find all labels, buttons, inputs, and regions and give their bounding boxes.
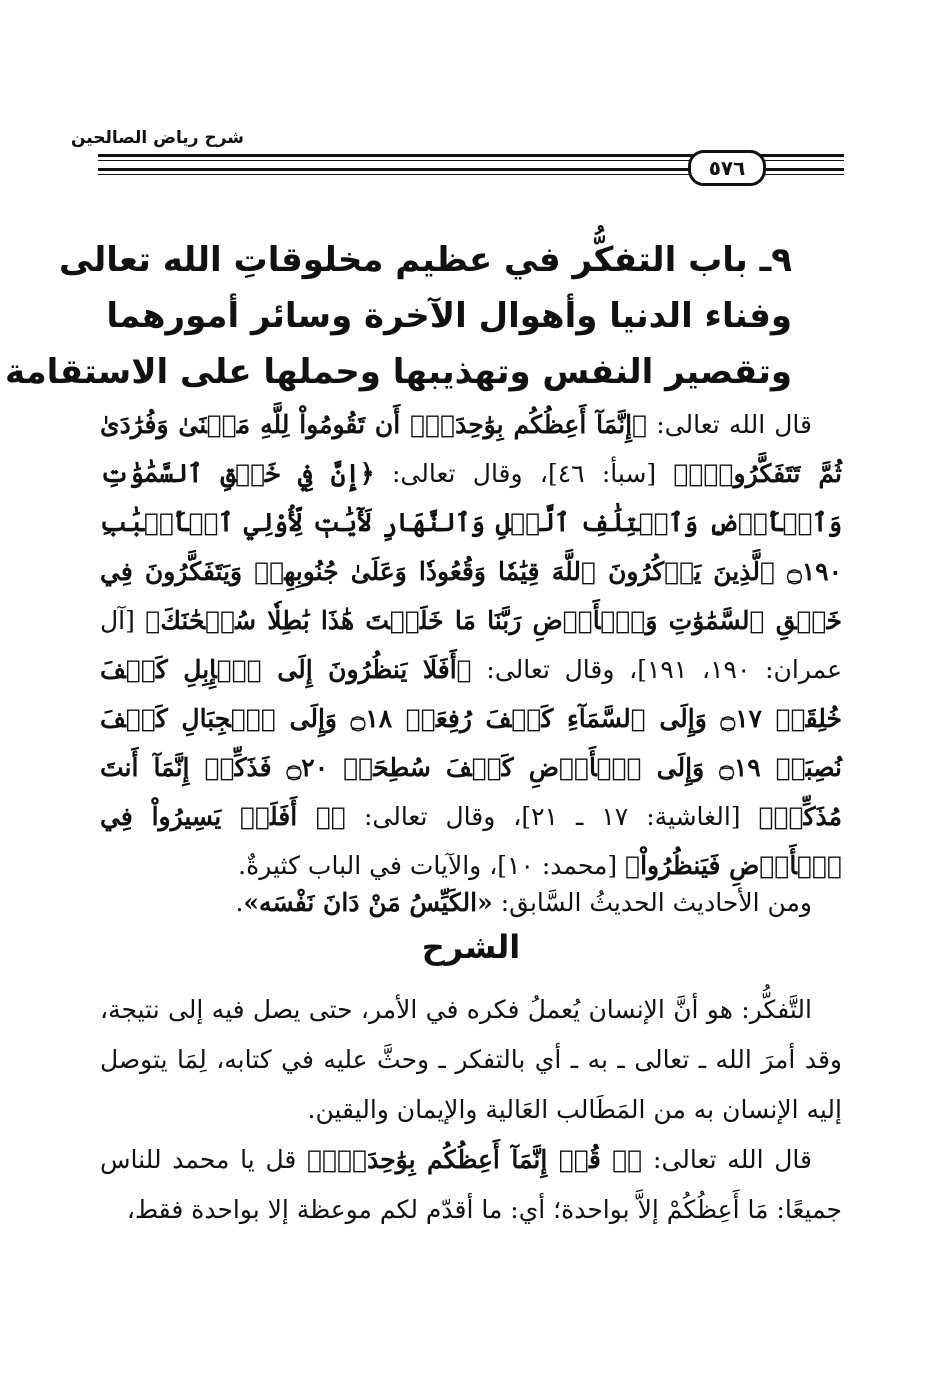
chapter-title-line-3: وتقصير النفس وتهذيبها وحملها على الاستقامة <box>5 352 792 392</box>
hadith-paragraph <box>100 878 842 927</box>
explanation-section <box>100 985 842 1235</box>
chapter-title-line-2: وفناء الدنيا وأهوال الآخرة وسائر أمورهما <box>106 296 792 336</box>
hadith-quote: «الكَيِّسُ مَنْ دَانَ نَفْسَه» <box>243 888 493 917</box>
quran-verse-saba: ﴿إِنَّمَآ أَعِظُكُم بِوَٰحِدَةٍۖ أَن تَقُومُواْ لِلَّهِ مَثۡنَىٰ وَفُرَٰدَىٰ ثُمَّ تَتَفَكَّرُواْۚ﴾ <box>100 410 842 488</box>
quran-verse-muhammad: ﴿۞ أَفَلَمۡ يَسِيرُواْ فِي ٱلۡأَرۡضِ فَيَنظُرُواْ﴾ <box>100 802 842 880</box>
explanation-paragraph-1: التَّفكُّر: هو أنَّ الإنسان يُعملُ فكره في الأمر، حتى يصل فيه إلى نتيجة، وقد أمرَ الله ـ تعالى ـ به ـ أي بالتفكر ـ وحثَّ عليه في كتابه، لِمَا يتوصل إليه الإنسان به من المَطَالب العَالية والإيمان واليقين. <box>100 995 842 1124</box>
sharh-heading: الشرح <box>421 928 521 966</box>
intro-text-4: [الغاشية: ١٧ ـ ٢١]، وقال تعالى: <box>345 802 759 831</box>
quran-verse-ghashiya: ﴿أَفَلَا يَنظُرُونَ إِلَى ٱلۡإِبِلِ كَيۡفَ خُلِقَتۡ ۝١٧ وَإِلَى ٱلسَّمَآءِ كَيۡفَ رُفِعَتۡ ۝١٨ وَإِلَى ٱلۡجِبَالِ كَيۡفَ نُصِبَتۡ ۝١٩ وَإِلَى ٱلۡأَرۡضِ كَيۡفَ سُطِحَتۡ ۝٢٠ فَذَكِّرۡ إِنَّمَآ أَنتَ مُذَكِّرٞ﴾ <box>100 655 843 831</box>
intro-text-3: [آل عمران: ١٩٠، ١٩١]، وقال تعالى: <box>100 606 843 684</box>
explanation-text-2: قل يا محمد للناس جميعًا: مَا أَعِظُكُمْ إلاَّ بواحدة؛ أي: ما أقدّم لكم موعظة إلا بواحدة فقط، <box>100 1145 842 1224</box>
explanation-text-1: قال الله تعالى: <box>642 1145 812 1174</box>
intro-paragraph <box>100 400 842 890</box>
quran-verse-saba-repeat: ﴿۞ قُلۡ إِنَّمَآ أَعِظُكُم بِوَٰحِدَةٍۖ﴾ <box>307 1145 643 1174</box>
chapter-title-line-1: ٩ـ باب التفكُّر في عظيم مخلوقاتِ الله تعالى <box>59 240 792 280</box>
quran-verse-al-imran: ﴿إِنَّ فِي خَلۡقِ ٱلسَّمَٰوَٰتِ وَٱلۡأَرۡضِ وَٱخۡتِلَٰفِ ٱلَّيۡلِ وَٱلنَّهَارِ لَأٓيَٰتٖ لِّأُوْلِي ٱلۡأَلۡبَٰبِ ۝١٩٠ ٱلَّذِينَ يَذۡكُرُونَ ٱللَّهَ قِيَٰمٗا وَقُعُودٗا وَعَلَىٰ جُنُوبِهِمۡ وَيَتَفَكَّرُونَ فِي خَلۡقِ ٱلسَّمَٰوَٰتِ وَٱلۡأَرۡضِ رَبَّنَا مَا خَلَقۡتَ هَٰذَا بَٰطِلٗا سُبۡحَٰنَكَ﴾ <box>100 459 843 635</box>
hadith-section <box>100 878 842 927</box>
page-number: ٥٧٦ <box>688 150 766 186</box>
intro-text-2: [سبأ: ٤٦]، وقال تعالى: <box>374 459 674 488</box>
intro-section <box>100 400 842 890</box>
chapter-title <box>5 232 792 400</box>
intro-text-5: [محمد: ١٠]، والآيات في الباب كثيرةٌ. <box>238 851 626 880</box>
intro-text-1: قال الله تعالى: <box>647 410 813 439</box>
hadith-prefix: ومن الأحاديث الحديثُ السَّابق: <box>492 888 812 917</box>
explanation-paragraph-2 <box>100 1135 842 1235</box>
running-head-title: شرح رياض الصالحين <box>70 128 244 148</box>
hadith-suffix: . <box>235 888 244 917</box>
